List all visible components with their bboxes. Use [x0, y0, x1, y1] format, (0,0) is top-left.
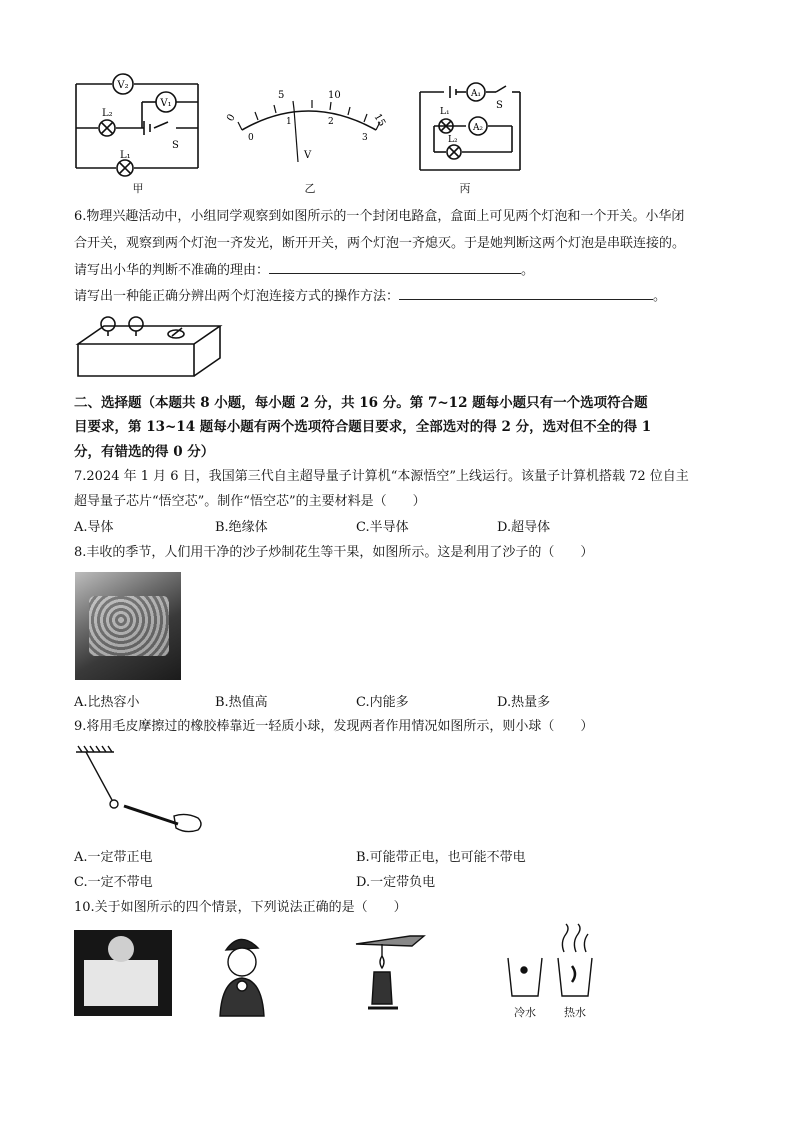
q8-option-a[interactable]: A.比热容小 — [74, 695, 140, 710]
voltmeter-dial — [225, 82, 388, 182]
lamp-l1-label-bing: L₁ — [440, 107, 450, 117]
q9-option-b[interactable]: B.可能带正电，也可能不带电 — [356, 850, 526, 865]
unit-v-label: V — [304, 150, 312, 161]
q7-option-d[interactable]: D.超导体 — [497, 520, 551, 535]
caption-jia: 甲 — [132, 182, 144, 195]
q8-option-d[interactable]: D.热量多 — [497, 695, 551, 710]
q6-line-3: 请写出小华的判断不准确的理由： 。 — [74, 260, 534, 280]
scale-bottom-0: 0 — [248, 133, 254, 143]
child-warming-hands-figure — [212, 928, 272, 1018]
q10-line-1: 10.关于如图所示的四个情景，下列说法正确的是（ ） — [74, 900, 407, 915]
ice-block-photo — [74, 930, 172, 1016]
q9-option-d[interactable]: D.一定带负电 — [356, 875, 436, 890]
q7-option-a[interactable]: A.导体 — [74, 520, 114, 535]
q9-option-a[interactable]: A.一定带正电 — [74, 850, 153, 865]
q7-option-c[interactable]: C.半导体 — [356, 520, 409, 535]
scale-bottom-2: 2 — [328, 117, 334, 127]
lamp-l2-label: L₂ — [102, 108, 113, 119]
q9-option-c[interactable]: C.一定不带电 — [74, 875, 153, 890]
caption-cold-water: 冷水 — [514, 1006, 536, 1019]
q7-line-1: 7.2024 年 1 月 6 日，我国第三代自主超导量子计算机“本源悟空”上线运行。该量子计算机搭载 72 位自主 — [74, 469, 689, 484]
section2-heading-line-3: 分，有错选的得 0 分） — [74, 444, 215, 460]
rubber-rod-ball-figure — [74, 746, 214, 836]
scale-top-15: 15 — [371, 112, 388, 129]
caption-bing: 丙 — [459, 182, 471, 195]
q6-line-4: 请写出一种能正确分辨出两个灯泡连接方式的操作方法： 。 — [74, 286, 666, 306]
q6-answer-blank-reason[interactable] — [269, 260, 521, 274]
q7-line-2: 超导量子芯片“悟空芯”。制作“悟空芯”的主要材料是（ ） — [74, 494, 426, 509]
scale-top-0: 0 — [225, 112, 238, 124]
section2-heading-line-2: 目要求，第 13~14 题每小题有两个选项符合题目要求，全部选对的得 2 分，选对但不全的得 1 — [74, 419, 652, 435]
circuit-jia-diagram — [72, 72, 202, 182]
switch-s-label-bing: S — [496, 100, 503, 111]
meter-a1-label: A₁ — [470, 89, 482, 99]
q8-option-c[interactable]: C.内能多 — [356, 695, 409, 710]
q6-line-1: 6.物理兴趣活动中，小组同学观察到如图所示的一个封闭电路盒，盒面上可见两个灯泡和一个开关。小华闭 — [74, 209, 685, 224]
circuit-bing-diagram — [416, 80, 526, 180]
lamp-l2-label-bing: L₂ — [448, 135, 458, 145]
meter-a2-label: A₂ — [472, 123, 484, 133]
q6-line-2: 合开关，观察到两个灯泡一齐发光，断开开关，两个灯泡一齐熄灭。于是她判断这两个灯泡是串联连接的。 — [74, 236, 686, 251]
q7-option-b[interactable]: B.绝缘体 — [215, 520, 268, 535]
q6-prompt-reason: 请写出小华的判断不准确的理由： — [74, 263, 270, 278]
sealed-circuit-box-figure — [74, 314, 224, 384]
q8-line-1: 8.丰收的季节，人们用干净的沙子炒制花生等干果，如图所示。这是利用了沙子的（ ） — [74, 545, 594, 560]
q9-line-1: 9.将用毛皮摩擦过的橡胶棒靠近一轻质小球，发现两者作用情况如图所示，则小球（ ） — [74, 719, 594, 734]
alcohol-lamp-heating-figure — [352, 928, 432, 1018]
lamp-l1-label: L₁ — [120, 150, 131, 161]
scale-bottom-3: 3 — [362, 133, 368, 143]
q8-option-b[interactable]: B.热值高 — [215, 695, 268, 710]
scale-top-5: 5 — [278, 90, 285, 101]
caption-hot-water: 热水 — [564, 1006, 586, 1019]
ink-in-cold-hot-water-figure — [500, 924, 620, 1004]
q6-prompt-method: 请写出一种能正确分辨出两个灯泡连接方式的操作方法： — [74, 289, 400, 304]
meter-v1-label: V₁ — [160, 98, 172, 109]
section2-heading-line-1: 二、选择题（本题共 8 小题，每小题 2 分，共 16 分。第 7~12 题每小题只有一个选项符合题 — [74, 395, 648, 411]
roasting-sand-peanuts-photo — [75, 572, 181, 680]
switch-s-label: S — [172, 140, 179, 151]
meter-v2-label: V₂ — [117, 80, 129, 91]
caption-yi: 乙 — [304, 182, 316, 195]
q6-answer-blank-method[interactable] — [399, 286, 653, 300]
scale-top-10: 10 — [328, 90, 341, 101]
scale-bottom-1: 1 — [286, 117, 292, 127]
